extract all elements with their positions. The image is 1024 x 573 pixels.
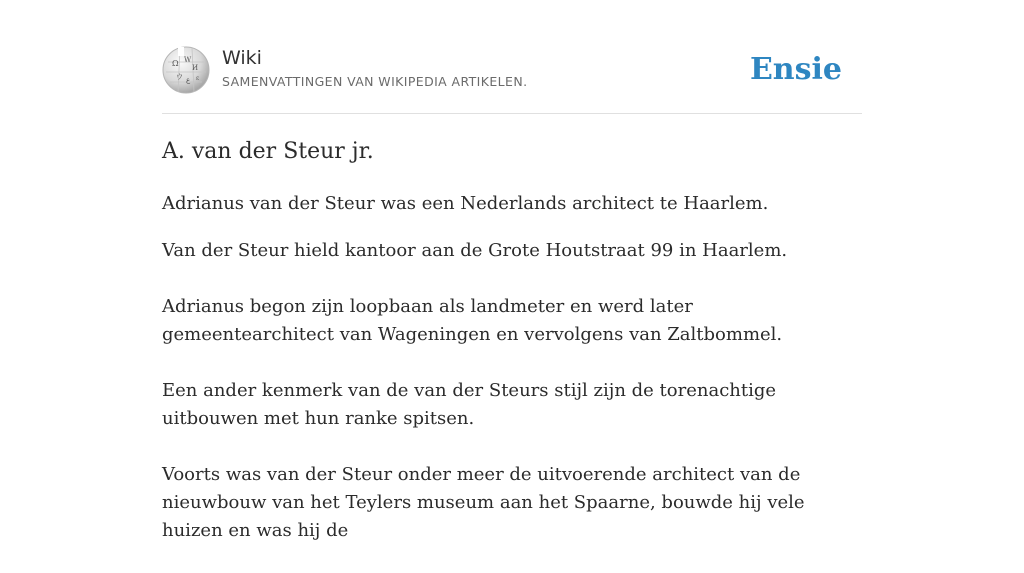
svg-text:ウ: ウ: [176, 73, 183, 81]
article-summary: Adrianus van der Steur was een Nederlands architect te Haarlem.: [162, 193, 769, 214]
article-paragraph: Van der Steur hield kantoor aan de Grote Houtstraat 99 in Haarlem.: [162, 240, 788, 261]
article-paragraph: Een ander kenmerk van de van der Steurs stijl zijn de torenachtige uitbouwen met hun ranke spitsen.: [162, 380, 777, 429]
article-title: A. van der Steur jr.: [162, 139, 374, 164]
wikipedia-globe-icon[interactable]: [162, 46, 210, 94]
svg-text:И: И: [192, 64, 199, 72]
site-tagline: SAMENVATTINGEN VAN WIKIPEDIA ARTIKELEN.: [222, 74, 528, 89]
svg-text:W: W: [184, 56, 192, 64]
svg-text:ع: ع: [186, 76, 191, 84]
article-paragraph: Voorts was van der Steur onder meer de uitvoerende architect van de nieuwbouw van het Teylers museum aan het Spaarne, bouwde hij vele huizen en was hij de: [162, 464, 805, 541]
svg-text:ε: ε: [196, 75, 200, 82]
page: [162, 0, 862, 541]
article-body: [162, 190, 862, 573]
site-header: [162, 46, 862, 96]
header-divider: [162, 113, 862, 114]
svg-text:Ω: Ω: [172, 59, 179, 68]
site-name-link[interactable]: Wiki: [222, 47, 262, 69]
ensie-brand-link[interactable]: Ensie: [749, 52, 842, 87]
article-paragraph: Adrianus begon zijn loopbaan als landmeter en werd later gemeentearchitect van Wageningen en vervolgens van Zaltbommel.: [162, 296, 783, 345]
